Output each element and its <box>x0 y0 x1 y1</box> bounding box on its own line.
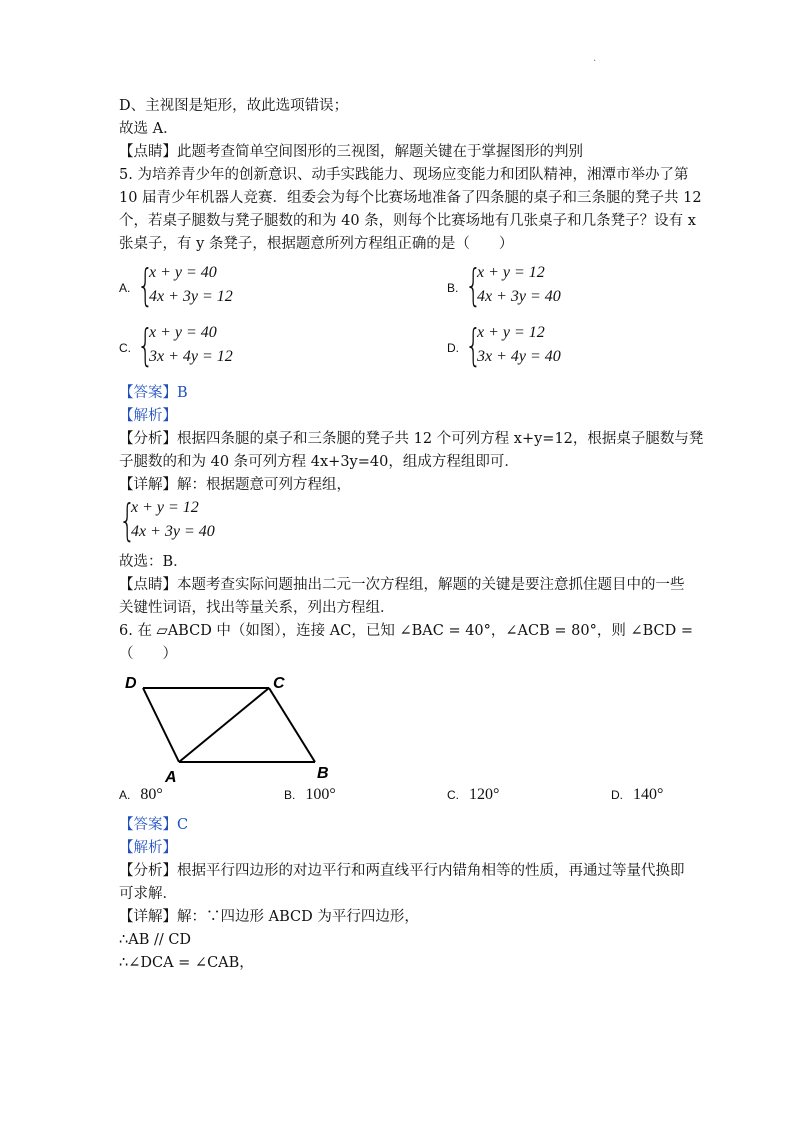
question-5-stem: 5. 为培养青少年的创新意识、动手实践能力、现场应变能力和团队精神，湘潭市举办了第 <box>119 167 689 183</box>
option-label: D. <box>447 341 459 355</box>
question-6-stem: （ ） <box>119 646 177 662</box>
parallelogram-figure <box>119 666 679 786</box>
text-line: 可求解． <box>119 886 177 902</box>
equation: 4x + 3y = 12 <box>149 288 233 305</box>
answer-tag: 【答案】C <box>119 817 189 833</box>
option-label: B. <box>447 281 459 295</box>
option-label: A. <box>119 788 131 802</box>
brace-icon: { <box>119 495 136 546</box>
option-value: 140° <box>633 786 664 803</box>
question-5-stem: 10 届青少年机器人竞赛．组委会为每个比赛场地准备了四条腿的桌子和三条腿的凳子共 12 <box>119 190 702 206</box>
vertex-label-d: D <box>125 675 137 692</box>
text-line: 【点睛】本题考查实际问题抽出二元一次方程组，解题的关键是要注意抓住题目中的一些 <box>119 577 685 593</box>
document-page <box>119 95 704 975</box>
text-line: D、主视图是矩形，故此选项错误； <box>119 98 349 114</box>
solution-system <box>119 497 679 551</box>
equation: 3x + 4y = 12 <box>149 348 233 365</box>
segment-cb <box>269 688 315 762</box>
equation: 3x + 4y = 40 <box>477 348 561 365</box>
segment-ad <box>143 688 179 762</box>
question-6-stem: 6. 在 ▱ABCD 中（如图），连接 AC，已知 ∠BAC = 40°，∠ACB = 80°，则 ∠BCD = <box>119 623 694 639</box>
q6-option-c <box>447 786 499 804</box>
text-line: 故选 A． <box>119 121 178 137</box>
text-line: 【分析】根据平行四边形的对边平行和两直线平行内错角相等的性质，再通过等量代换即 <box>119 863 685 879</box>
question-5-stem: 个，若桌子腿数与凳子腿数的和为 40 条，则每个比赛场地有几张桌子和几条凳子？设有 x <box>119 213 696 229</box>
text-line: 【分析】根据四条腿的桌子和三条腿的凳子共 12 个可列方程 x+y=12，根据桌子腿数与凳 <box>119 431 704 447</box>
text-line: ∴∠DCA = ∠CAB， <box>119 955 254 971</box>
equation: 4x + 3y = 40 <box>131 523 215 540</box>
q6-option-d <box>611 786 663 804</box>
option-value: 120° <box>469 786 500 803</box>
option-label: C. <box>447 788 459 802</box>
parallelogram-diagram <box>119 666 359 786</box>
brace-icon: { <box>137 260 154 311</box>
brace-icon: { <box>137 320 154 371</box>
segment-ac <box>179 688 269 762</box>
q6-option-a <box>119 786 163 804</box>
text-line: 子腿数的和为 40 条可列方程 4x+3y=40，组成方程组即可． <box>119 454 519 470</box>
q6-option-b <box>284 786 336 804</box>
option-label: C. <box>119 341 131 355</box>
equation: 4x + 3y = 40 <box>477 288 561 305</box>
text-line: 关键性词语，找出等量关系，列出方程组． <box>119 600 395 616</box>
brace-icon: { <box>465 260 482 311</box>
vertex-label-b: B <box>317 765 329 782</box>
option-label: D. <box>611 788 623 802</box>
q5-options-row-1 <box>119 262 679 322</box>
analysis-tag: 【解析】 <box>119 408 177 424</box>
text-line: 故选：B． <box>119 554 188 570</box>
vertex-label-a: A <box>165 769 177 786</box>
analysis-tag: 【解析】 <box>119 840 177 856</box>
equation: x + y = 40 <box>149 324 217 341</box>
option-value: 80° <box>140 786 163 803</box>
question-5-stem: 张桌子，有 y 条凳子，根据题意所列方程组正确的是（ ） <box>119 236 514 252</box>
equation: x + y = 40 <box>149 264 217 281</box>
brace-icon: { <box>465 320 482 371</box>
q6-options <box>119 786 679 814</box>
text-line: 【详解】解：∵四边形 ABCD 为平行四边形， <box>119 909 419 925</box>
option-value: 100° <box>305 786 336 803</box>
equation: x + y = 12 <box>131 499 199 516</box>
option-label: B. <box>284 788 296 802</box>
q5-options-row-2 <box>119 322 679 382</box>
equation: x + y = 12 <box>477 264 545 281</box>
answer-tag: 【答案】B <box>119 385 188 401</box>
page-mark: · <box>593 56 597 67</box>
vertex-label-c: C <box>273 675 285 692</box>
option-label: A. <box>119 281 131 295</box>
text-line: 【详解】解：根据题意可列方程组， <box>119 477 351 493</box>
text-line: ∴AB // CD <box>119 932 192 948</box>
equation: x + y = 12 <box>477 324 545 341</box>
text-line: 【点睛】此题考查简单空间图形的三视图，解题关键在于掌握图形的判别 <box>119 144 583 160</box>
